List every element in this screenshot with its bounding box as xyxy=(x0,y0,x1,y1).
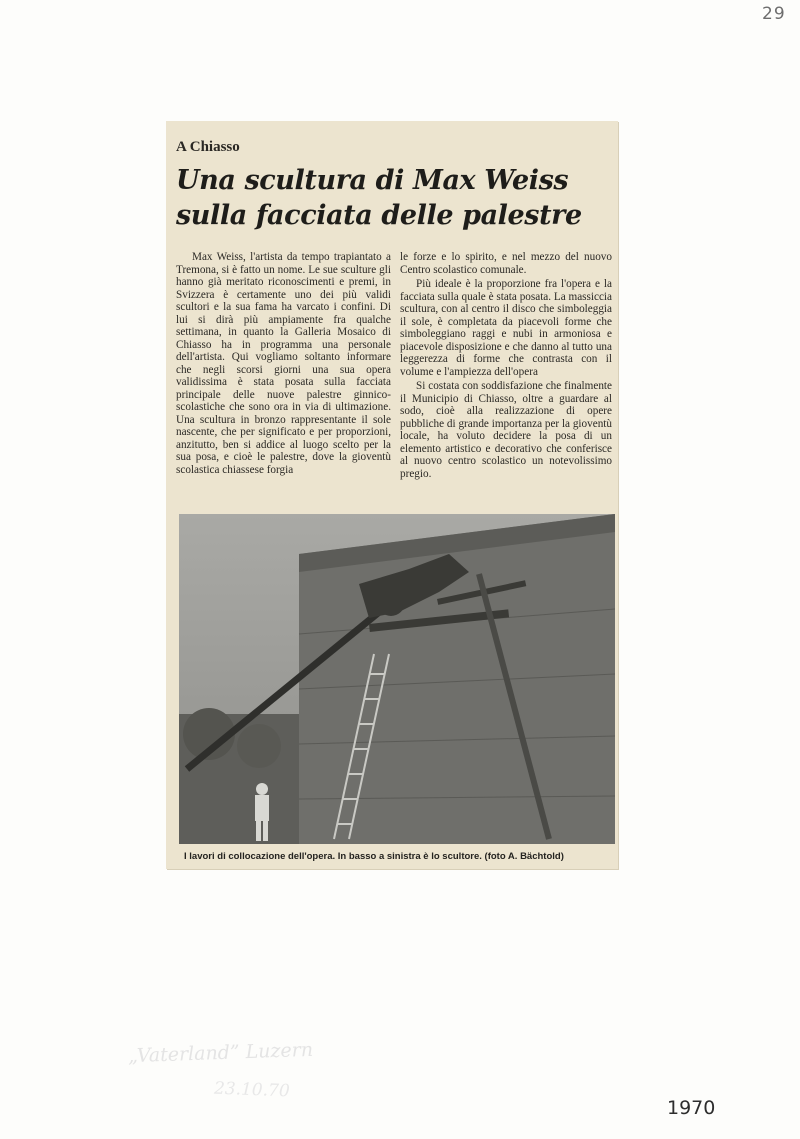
photo-caption: I lavori di collocazione dell'opera. In basso a sinistra è lo scultore. (foto A. Bächtold) xyxy=(184,851,564,862)
handwritten-source-note: „Vaterland” Luzern xyxy=(127,1038,314,1068)
article-column-left xyxy=(176,251,391,476)
article-kicker: A Chiasso xyxy=(176,139,240,155)
newspaper-clipping xyxy=(166,121,618,869)
handwritten-date-note: 23.10.70 xyxy=(213,1078,291,1102)
article-paragraph: Si costata con soddisfazione che finalmente il Municipio di Chiasso, oltre a guardare al sodo, cioè alla realizzazione di opere pubbliche di grande importanza per la gioventù locale, ha voluto decidere la posa di un elemento artistico e decorativo che conferisce al nuovo centro scolastico un notevolissimo pregio. xyxy=(400,380,612,480)
handwritten-year-note: 1970 xyxy=(667,1097,716,1119)
article-column-right xyxy=(400,251,612,480)
article-photo xyxy=(179,514,615,844)
article-paragraph: Max Weiss, l'artista da tempo trapiantato a Tremona, si è fatto un nome. Le sue sculture gli hanno già meritato riconoscimenti e premi, in Svizzera è certamente uno dei più validi scultori e la sua fama ha varcato i confini. Di lui si dirà più ampiamente fra qualche settimana, in quanto la Galleria Mosaico di Chiasso ha in programma una personale dell'artista. Qui vogliamo soltanto informare che negli scorsi giorni una sua opera validissima è stata posata sulla facciata principale delle nuove palestre ginnico-scolastiche che sono ora in via di ultimazione. Una scultura in bronzo rappresentante il sole nascente, che per significato e per proporzioni, anzitutto, ben si addice al luogo scelto per la sua posa, e cioè le palestre, dove la gioventù scolastica chiassese forgia xyxy=(176,251,391,476)
page-number: 29 xyxy=(762,4,786,24)
article-paragraph: Più ideale è la proporzione fra l'opera e la facciata sulla quale è stata posata. La massiccia scultura, con al centro il disco che simboleggia il sole, è completata da piacevoli forme che simboleggiano raggi e nubi in armoniosa e piacevole disposizione e che danno al tutto una leggerezza di forme che contrasta con il volume e l'ampiezza dell'opera xyxy=(400,278,612,378)
article-paragraph: le forze e lo spirito, e nel mezzo del nuovo Centro scolastico comunale. xyxy=(400,251,612,276)
article-headline: Una scultura di Max Weiss sulla facciata delle palestre xyxy=(176,165,582,231)
sculpture-installation-photo xyxy=(179,514,615,844)
